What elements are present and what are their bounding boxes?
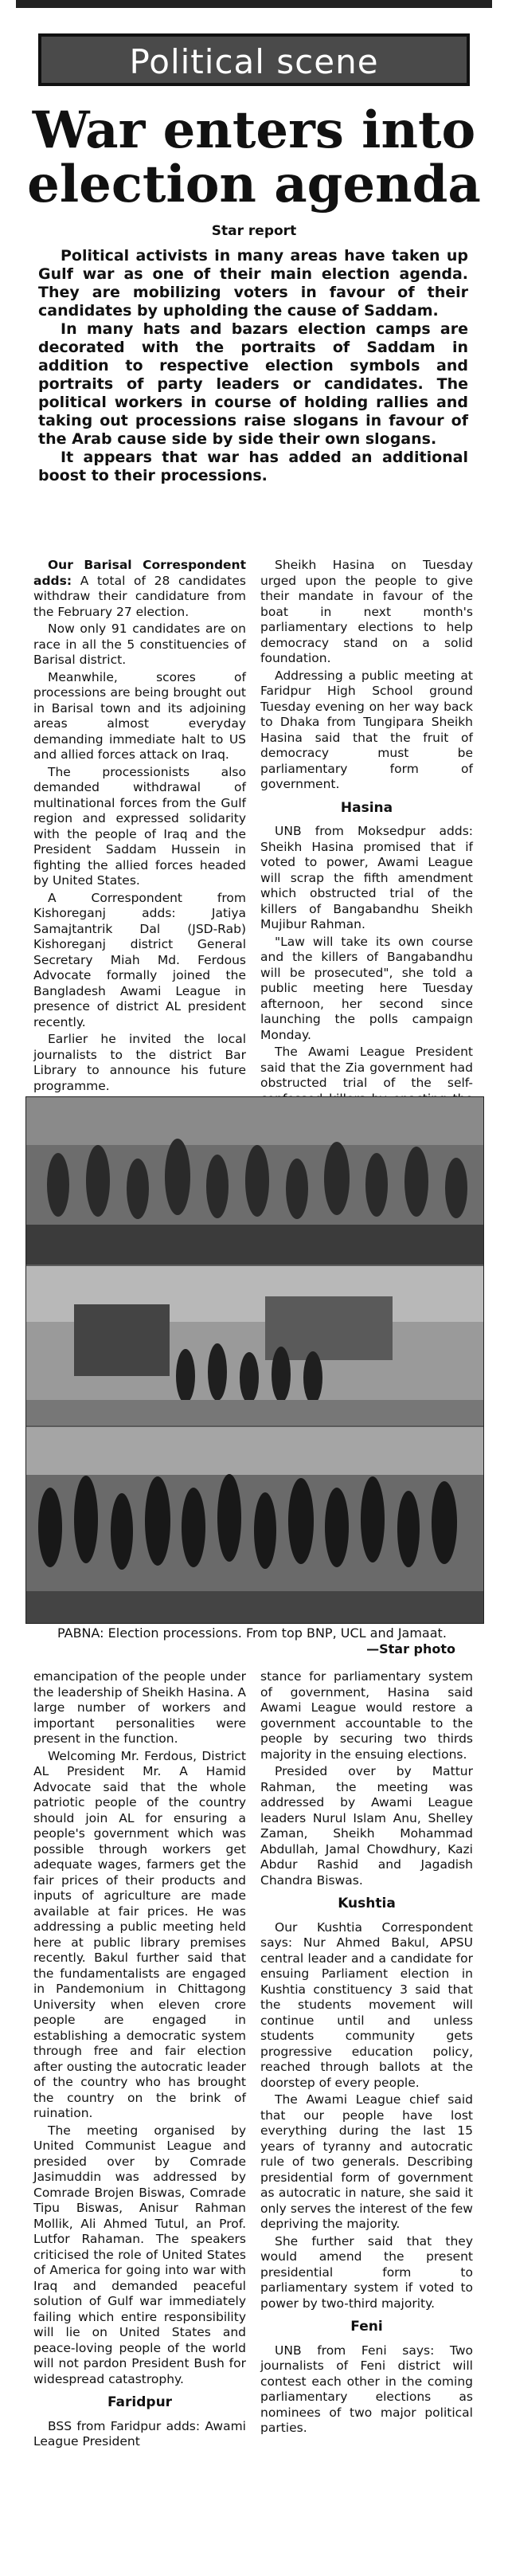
body-paragraph: Now only 91 candidates are on race in all the 5 constituencies of Barisal district. bbox=[33, 621, 246, 667]
headline: War enters into election agenda bbox=[27, 100, 481, 214]
body-paragraph: Presided over by Mattur Rahman, the meeting was addressed by Awami League leaders Nurul Islam Anu, Shelley Zaman, Sheikh Mohammad Abdullah, Jamal Chowdhury, Kazi Abdur Rashid and Jagadish Chandra Biswas. bbox=[260, 1764, 473, 1888]
body-paragraph: Sheikh Hasina on Tuesday urged upon the people to give their mandate in favour of the boat in next month's parliamentary elections to help democracy stand on a solid foundation. bbox=[260, 558, 473, 665]
subheading: Feni bbox=[350, 2319, 383, 2335]
section-title: Political scene bbox=[129, 42, 379, 81]
paragraph-text: A total of 28 candidates withdraw their candidature from the February 27 election. bbox=[33, 573, 246, 619]
subheading: Kushtia bbox=[338, 1896, 396, 1911]
body-paragraph: emancipation of the people under the leadership of Sheikh Hasina. A large number of workers and important personalities were present in the function. bbox=[33, 1669, 246, 1746]
lead-paragraph: In many hats and bazars election camps are decorated with the portraits of Saddam in addition to respective election symbols and portraits of party leaders or candidates. The political workers in course of holding rallies and taking out processions raise slogans in favour of the Arab cause side by side their own slogans. bbox=[38, 320, 468, 448]
caption-text: PABNA: Election processions. From top BNP, UCL and Jamaat. bbox=[57, 1625, 447, 1641]
bottom-columns bbox=[33, 1669, 473, 2570]
body-paragraph: A Correspondent from Kishoreganj adds: Jatiya Samajtantrik Dal (JSD-Rab) Kishoreganj district General Secretary Miah Md. Ferdous Advocate formally joined the Bangladesh Awami League in presence of district AL president recently. bbox=[33, 890, 246, 1029]
column-left bbox=[33, 1669, 246, 2570]
subheading: Faridpur bbox=[107, 2394, 173, 2410]
body-paragraph: The meeting organised by United Communist League and presided over by Comrade Jasimuddin was addressed by Comrade Brojen Biswas, Comrade Tipu Biswas, Anisur Rahman Mollik, Ali Ahmed Tutul, an Prof. Lutfor Rahaman. The speakers criticised the role of United States of America for going into war with Iraq and demanded peaceful solution of Gulf war immediately failing which entire responsibility will lie on United States and peace-loving people of the world will not pardon President Bush for widespread catastrophy. bbox=[33, 2123, 246, 2386]
body-paragraph: UNB from Moksedpur adds: Sheikh Hasina promised that if voted to power, Awami League will scrap the fifth amendment which obstructed trial of the killers of Bangabandhu Sheikh Mujibur Rahman. bbox=[260, 824, 473, 931]
body-paragraph: UNB from Feni says: Two journalists of Feni district will contest each other in the coming parliamentary elections as nominees of two major political parties. bbox=[260, 2343, 473, 2435]
body-paragraph: Addressing a public meeting at Faridpur High School ground Tuesday evening on her way back to Dhaka from Tungipara Sheikh Hasina said that the fruit of democracy must be parliamentary form of government. bbox=[260, 668, 473, 791]
body-paragraph: Welcoming Mr. Ferdous, District AL President Mr. A Hamid Advocate said that the whole patriotic people of the country should join AL for ensuring a people's government which was possible through workers get adequate wages, farmers get the fair prices of their products and inputs of agriculture are made available at fair prices. He was addressing a public meeting held here at public library premises recently. Bakul further said that the fundamentalists are engaged in Pandemonium in Chittagong University when eleven crore people are engaged in establishing a democratic system through free and fair election after ousting the autocratic leader of the country who has brought the country on the brink of ruination. bbox=[33, 1748, 246, 2120]
lead-paragraph: It appears that war has added an additional boost to their processions. bbox=[38, 449, 468, 484]
photo-image bbox=[26, 1097, 483, 1623]
photo-caption bbox=[57, 1625, 455, 1657]
body-paragraph: The Awami League chief said that our people have lost everything during the last 15 years of tyranny and autocratic rule of two generals. Describing presidential form of government as autocratic in nature, she said it only serves the interest of the few depriving the majority. bbox=[260, 2092, 473, 2231]
byline: Star report bbox=[211, 223, 297, 239]
election-procession-photo bbox=[25, 1096, 484, 1624]
column-right bbox=[260, 558, 473, 1093]
column-left bbox=[33, 558, 246, 1093]
body-paragraph bbox=[33, 558, 246, 620]
lead-paragraphs bbox=[38, 247, 468, 485]
body-paragraph: The processionists also demanded withdrawal of multinational forces from the Gulf region and expressed solidarity with the people of Iraq and the President Saddam Hussein in fighting the allied forces headed by United States. bbox=[33, 764, 246, 888]
top-rule bbox=[16, 0, 492, 8]
subheading: Hasina bbox=[340, 799, 393, 816]
body-paragraph: Meanwhile, scores of processions are being brought out in Barisal town and its adjoining areas almost everyday demanding immediate halt to US and allied forces attack on Iraq. bbox=[33, 669, 246, 762]
photo-credit: —Star photo bbox=[366, 1641, 455, 1657]
body-paragraph: The Awami League President said that the Zia government had obstructed trial of the self- bbox=[260, 1045, 473, 1090]
body-paragraph: Earlier he invited the local journalists to the district Bar Library to announce his future programme. bbox=[33, 1032, 246, 1093]
section-banner bbox=[38, 33, 470, 86]
body-paragraph: "Law will take its own course and the killers of Bangabandhu will be prosecuted", she told a public meeting here Tuesday afternoon, her second since launching the polls campaign Monday. bbox=[260, 934, 473, 1042]
body-paragraph: BSS from Faridpur adds: Awami League President bbox=[33, 2418, 246, 2449]
top-columns bbox=[33, 558, 473, 1093]
dateline: Our Barisal Correspondent adds: bbox=[33, 558, 246, 588]
body-paragraph: Our Kushtia Correspondent says: Nur Ahmed Bakul, APSU central leader and a candidate for ensuing Parliament election in Kushtia constituency 3 said that the students movement will continue until and unless students community gets progressive education policy, reached through ballots at the doorstep of every people. bbox=[260, 1919, 473, 2090]
body-paragraph: She further said that they would amend the present presidential form to parliamentary system if voted to power by two-third majority. bbox=[260, 2233, 473, 2311]
column-right bbox=[260, 1669, 473, 2570]
lead-paragraph: Political activists in many areas have taken up Gulf war as one of their main election agenda. They are mobilizing voters in favour of their candidates by upholding the cause of Saddam. bbox=[38, 247, 468, 320]
body-paragraph: stance for parliamentary system of government, Hasina said Awami League would restore a government accountable to the people by securing two thirds majority in the ensuing elections. bbox=[260, 1669, 473, 1762]
